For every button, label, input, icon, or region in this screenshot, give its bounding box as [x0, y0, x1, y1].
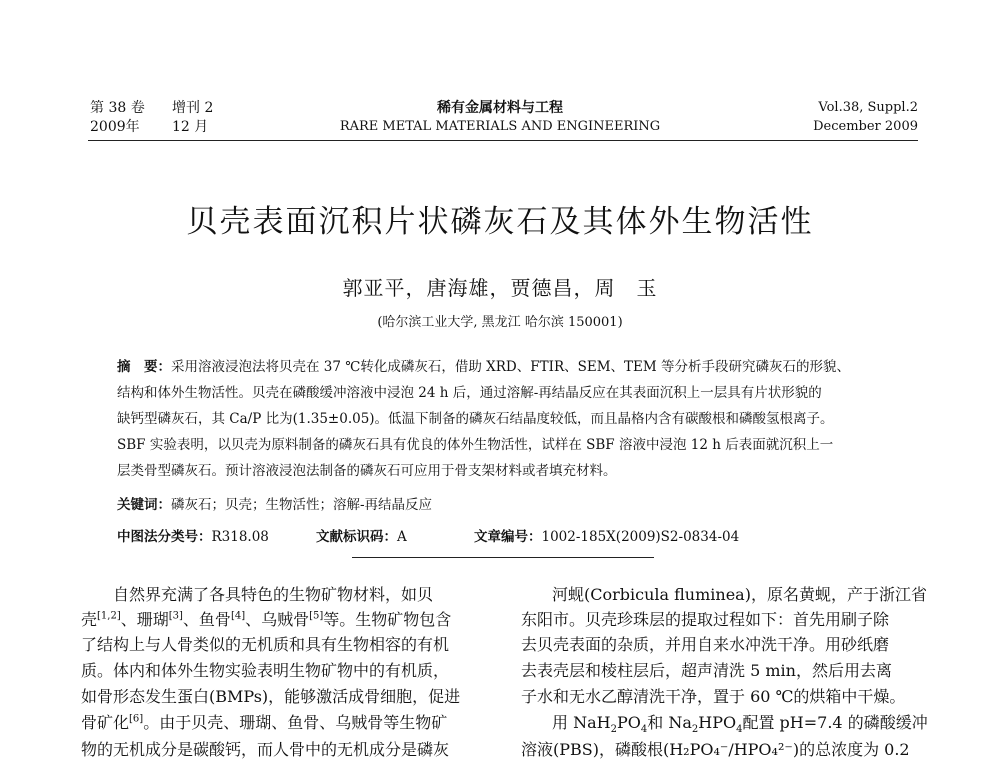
article-number: 文章编号：1002-185X(2009)S2-0834-04	[474, 529, 740, 545]
volume-cn: 第 38 卷	[90, 100, 145, 116]
abstract-rule	[352, 557, 654, 558]
abstract-line-1: 摘 要：采用溶液浸泡法将贝壳在 37 ℃转化成磷灰石，借助 XRD、FTIR、SEM、TEM 等分析手段研究磷灰石的形貌、	[117, 359, 851, 375]
header-rule	[88, 140, 918, 141]
left-line-3: 了结构上与人骨类似的无机质和具有生物相容的有机	[81, 635, 450, 654]
right-line-1: 河蚬(Corbicula fluminea)，原名黄蚬，产于浙江省	[552, 585, 927, 604]
abstract-line-5: 层类骨型磷灰石。预计溶液浸泡法制备的磷灰石可应用于骨支架材料或者填充材料。	[117, 463, 617, 479]
date-en: December 2009	[813, 119, 918, 134]
paper-title: 贝壳表面沉积片状磷灰石及其体外生物活性	[186, 204, 814, 240]
right-line-5: 子水和无水乙醇清洗干净，置于 60 ℃的烘箱中干燥。	[521, 687, 906, 706]
citation-6: [6]	[129, 713, 144, 725]
citation-3: [3]	[168, 610, 183, 622]
abstract-line-4: SBF 实验表明，以贝壳为原料制备的磷灰石具有优良的体外生物活性，试样在 SBF 溶液中浸泡 12 h 后表面就沉积上一	[117, 437, 834, 453]
left-line-2: 壳[1,2]、珊瑚[3]、鱼骨[4]、乌贼骨[5]等。生物矿物包含	[81, 610, 452, 629]
citation-4: [4]	[230, 610, 246, 622]
keywords-label: 关键词：	[117, 497, 171, 513]
document-code: 文献标识码：A	[316, 529, 407, 545]
citation-5: [5]	[309, 610, 324, 622]
keywords-text: 磷灰石；贝壳；生物活性；溶解-再结晶反应	[171, 497, 433, 513]
journal-title-cn: 稀有金属材料与工程	[437, 100, 563, 116]
keywords	[117, 495, 432, 515]
journal-title-en: RARE METAL MATERIALS AND ENGINEERING	[339, 119, 661, 134]
citation-1-2: [1,2]	[97, 610, 121, 622]
author-list: 郭亚平，唐海雄，贾德昌，周 玉	[342, 276, 658, 300]
issue-cn: 增刊 2	[172, 100, 214, 116]
right-line-7: 溶液(PBS)，磷酸根(H₂PO₄⁻/HPO₄²⁻)的总浓度为 0.2	[521, 740, 910, 759]
volume-en: Vol.38, Suppl.2	[818, 100, 918, 115]
year-cn: 2009年	[90, 119, 140, 135]
abstract-line-3: 缺钙型磷灰石，其 Ca/P 比为(1.35±0.05)。低温下制备的磷灰石结晶度较低，而且晶格内含有碳酸根和磷酸氢根离子。	[117, 411, 834, 427]
clc-number: 中图法分类号：R318.08	[117, 529, 269, 545]
left-line-1: 自然界充满了各具特色的生物矿物材料，如贝	[113, 585, 434, 604]
left-line-6: 骨矿化[6]。由于贝壳、珊瑚、鱼骨、乌贼骨等生物矿	[81, 713, 448, 732]
left-line-7: 物的无机成分是碳酸钙，而人骨中的无机成分是磷灰	[81, 740, 450, 759]
abstract-label: 摘 要：	[117, 359, 171, 375]
month-cn: 12 月	[172, 119, 209, 135]
right-line-3: 去贝壳表面的杂质，并用自来水冲洗干净。用砂纸磨	[521, 635, 890, 654]
abstract-line-2: 结构和体外生物活性。贝壳在磷酸缓冲溶液中浸泡 24 h 后，通过溶解-再结晶反应在其表面沉积上一层具有片状形貌的	[117, 385, 822, 401]
left-line-5: 如骨形态发生蛋白(BMPs)，能够激活成骨细胞，促进	[81, 687, 461, 706]
left-line-4: 质。体内和体外生物实验表明生物矿物中的有机质，	[81, 661, 450, 680]
right-line-4: 去表壳层和棱柱层后，超声清洗 5 min，然后用去离	[521, 661, 892, 680]
affiliation: (哈尔滨工业大学, 黑龙江 哈尔滨 150001)	[377, 315, 623, 330]
right-line-6: 用 $NaH_2PO_4$和 $Na_2HPO_4$配置 pH=7.4 的磷酸缓冲	[552, 713, 928, 736]
right-line-2: 东阳市。贝壳珍珠层的提取过程如下：首先用刷子除	[521, 610, 890, 629]
